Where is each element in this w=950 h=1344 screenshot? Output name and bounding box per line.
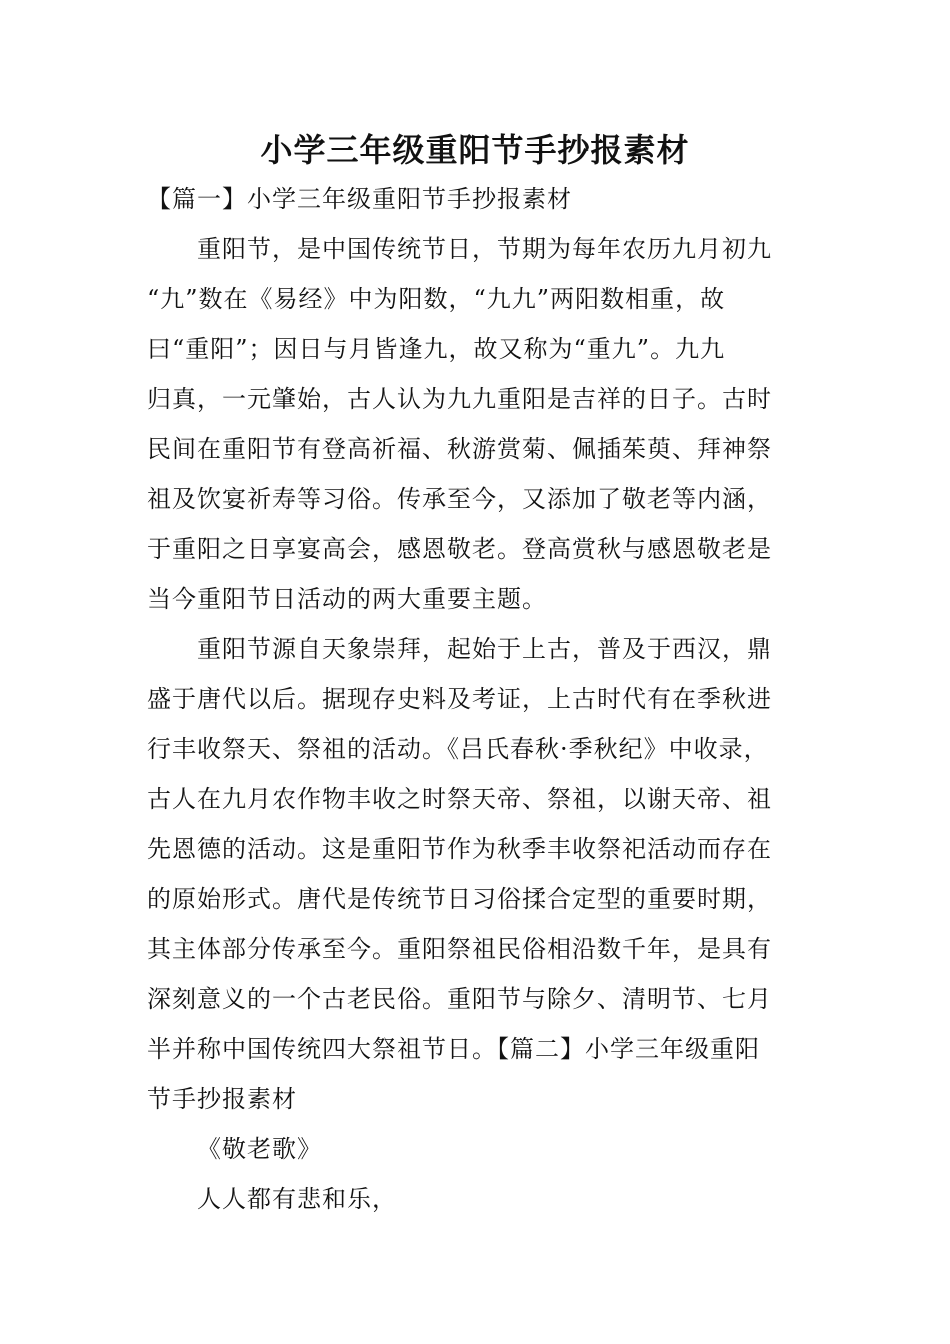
poem-line: 人人都有悲和乐，: [197, 1185, 397, 1213]
section-heading: 【篇一】小学三年级重阳节手抄报素材: [147, 185, 572, 213]
paragraph-line: 其主体部分传承至今。重阳祭祖民俗相沿数千年，是具有: [147, 935, 772, 963]
paragraph-line: “九”数在《易经》中为阳数，“九九”两阳数相重，故: [147, 285, 726, 313]
paragraph-line: 半并称中国传统四大祭祖节日。【篇二】小学三年级重阳: [147, 1035, 760, 1063]
paragraph-line: 重阳节源自天象崇拜，起始于上古，普及于西汉，鼎: [197, 635, 772, 663]
document-title: 小学三年级重阳节手抄报素材: [260, 131, 690, 169]
paragraph-line: 民间在重阳节有登高祈福、秋游赏菊、佩插茱萸、拜神祭: [147, 435, 772, 463]
paragraph-line: 的原始形式。唐代是传统节日习俗揉合定型的重要时期，: [147, 885, 772, 913]
paragraph-line: 于重阳之日享宴高会，感恩敬老。登高赏秋与感恩敬老是: [147, 535, 772, 563]
paragraph-line: 古人在九月农作物丰收之时祭天帝、祭祖，以谢天帝、祖: [147, 785, 772, 813]
paragraph-line: 曰“重阳”；因日与月皆逢九，故又称为“重九”。九九: [147, 335, 726, 363]
poem-title: 《敬老歌》: [197, 1135, 322, 1163]
paragraph-line: 先恩德的活动。这是重阳节作为秋季丰收祭祀活动而存在: [147, 835, 772, 863]
paragraph-line: 深刻意义的一个古老民俗。重阳节与除夕、清明节、七月: [147, 985, 772, 1013]
paragraph-line: 当今重阳节日活动的两大重要主题。: [147, 585, 547, 613]
paragraph-line: 重阳节，是中国传统节日，节期为每年农历九月初九: [197, 235, 772, 263]
paragraph-line: 归真，一元肇始，古人认为九九重阳是吉祥的日子。古时: [147, 385, 772, 413]
paragraph-line: 节手抄报素材: [147, 1085, 297, 1113]
paragraph-line: 行丰收祭天、祭祖的活动。《吕氏春秋·季秋纪》中收录，: [147, 735, 769, 763]
paragraph-line: 盛于唐代以后。据现存史料及考证，上古时代有在季秋进: [147, 685, 772, 713]
paragraph-line: 祖及饮宴祈寿等习俗。传承至今，又添加了敬老等内涵，: [147, 485, 772, 513]
